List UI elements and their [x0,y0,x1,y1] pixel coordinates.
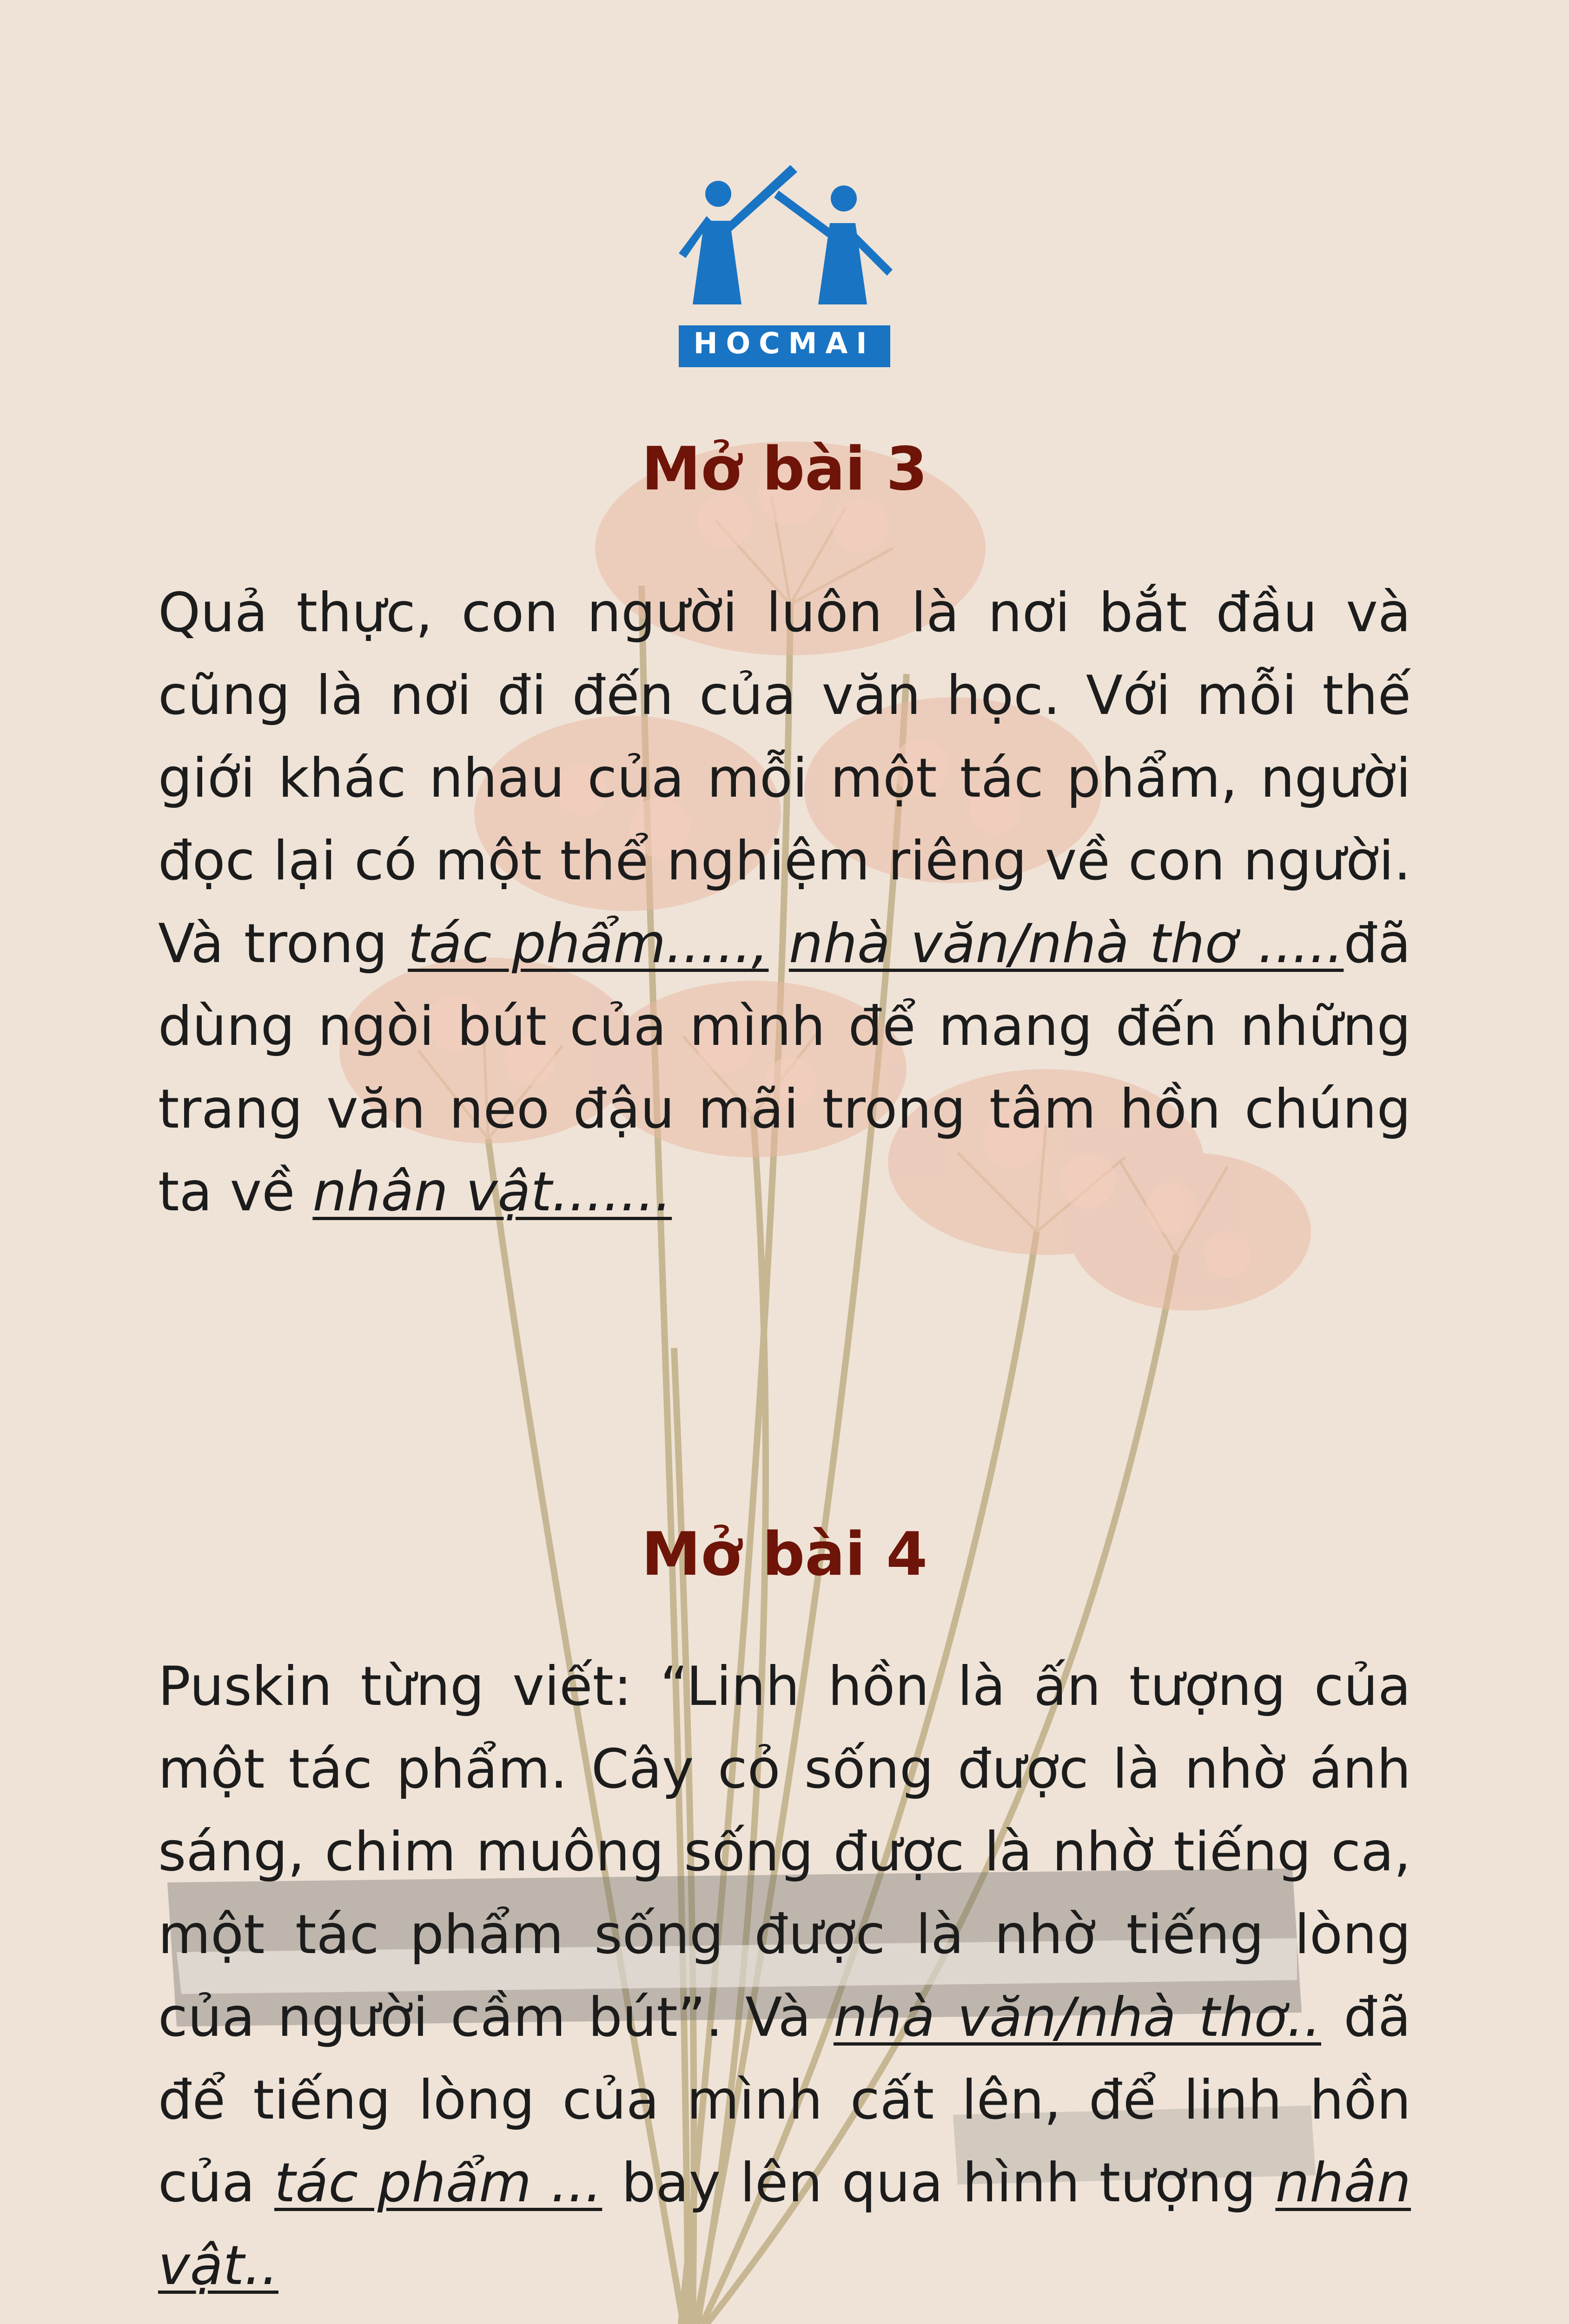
hocmai-logo [679,165,893,367]
author-placeholder: nhà văn/nhà thơ.. [833,1986,1321,2049]
section-3-title: Mở bài 3 [641,435,928,504]
section-4-paragraph: Puskin từng viết: “Linh hồn là ấn tượng của một tác phẩm. Cây cỏ sống được là nhờ ánh sáng, chim muông sống được là nhờ tiếng ca, một tác phẩm sống được là nhờ tiếng lòng của người cầm bút”. Và nhà văn/nhà thơ.. đã để tiếng lòng của mình cất lên, để linh hồn của tác phẩm ... bay lên qua hình tượng nhân vật.. [158,1655,1411,2297]
character-placeholder: nhân vật....... [312,1161,672,1223]
character-placeholder: nhân vật.. [158,2152,1411,2297]
work-placeholder: tác phẩm....., [408,912,769,975]
section-4-title: Mở bài 4 [641,1520,928,1589]
logo-wordmark: HOCMAI [693,326,875,360]
work-placeholder: tác phẩm ... [274,2152,602,2214]
section-3-paragraph: Quả thực, con người luôn là nơi bắt đầu và cũng là nơi đi đến của văn học. Với mỗi thế giới khác nhau của mỗi một tác phẩm, người đọc lại có một thể nghiệm riêng về con người. Và trong tác phẩm....., nhà văn/nhà thơ .....đã dùng ngòi bút của mình để mang đến những trang văn neo đậu mãi trong tâm hồn chúng ta về nhân vật....... [158,581,1411,1223]
author-placeholder: nhà văn/nhà thơ ..... [788,912,1344,975]
